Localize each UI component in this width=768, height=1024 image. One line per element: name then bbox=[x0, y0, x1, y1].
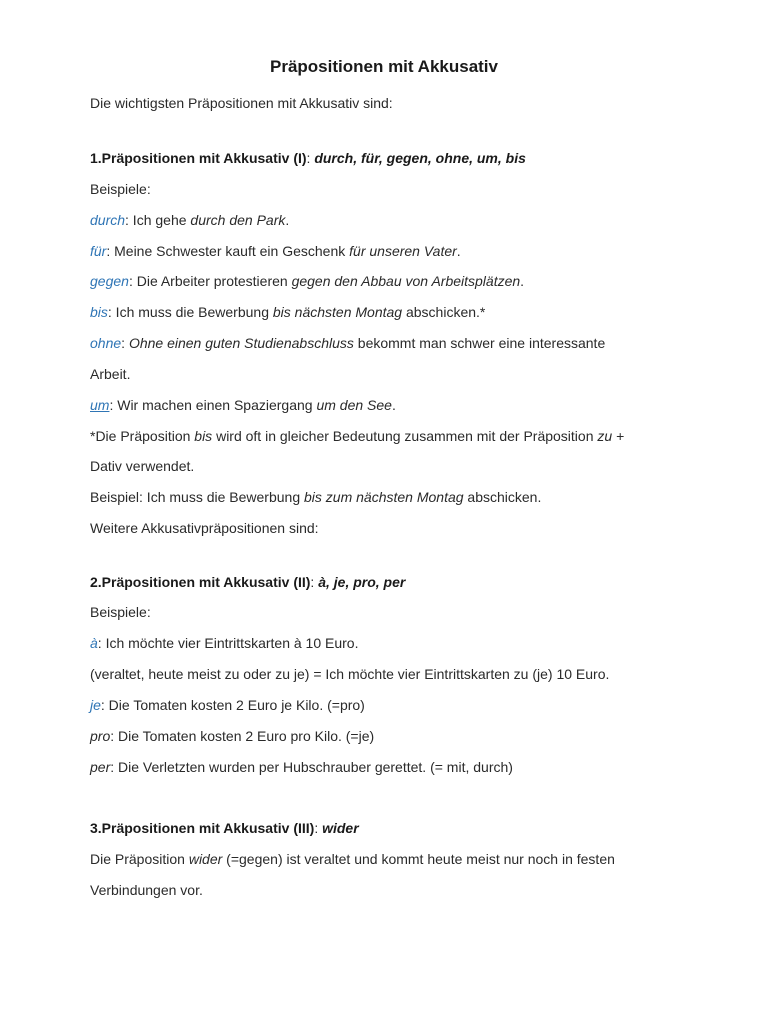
example-line bbox=[90, 633, 358, 653]
example-phrase: um den See bbox=[316, 397, 392, 413]
footnote-line bbox=[90, 426, 624, 446]
preposition-bis: bis bbox=[90, 304, 108, 320]
example-text: : Ich muss die Bewerbung bbox=[107, 304, 273, 320]
page-title: Präpositionen mit Akkusativ bbox=[270, 57, 498, 76]
preposition-je: je bbox=[90, 697, 101, 713]
example-continuation: Arbeit. bbox=[90, 366, 131, 382]
section3-heading-list: wider bbox=[322, 820, 359, 836]
preposition-a: à bbox=[90, 635, 98, 651]
example-text: : Ich möchte vier Eintrittskarten à 10 Euro. bbox=[97, 635, 359, 651]
footnote-example bbox=[90, 487, 541, 507]
footnote-continuation: Dativ verwendet. bbox=[90, 458, 195, 474]
example-text: : bbox=[121, 335, 129, 351]
example-phrase: bis nächsten Montag bbox=[272, 304, 403, 320]
footnote-text: wird oft in gleicher Bedeutung zusammen mit der Präposition bbox=[212, 428, 598, 444]
section2-heading-label: 2.Präpositionen mit Akkusativ (II) bbox=[90, 574, 311, 590]
section2-heading-colon: : bbox=[310, 574, 319, 590]
example-line bbox=[90, 395, 396, 415]
section3-text bbox=[90, 849, 615, 869]
preposition-gegen: gegen bbox=[90, 273, 129, 289]
section3-text-continuation: Verbindungen vor. bbox=[90, 882, 203, 898]
example-line bbox=[90, 695, 365, 715]
example-line bbox=[90, 726, 374, 746]
section1-heading-list: durch, für, gegen, ohne, um, bis bbox=[314, 150, 526, 166]
example-text: : Meine Schwester kauft ein Geschenk bbox=[106, 243, 350, 259]
preposition-per: per bbox=[90, 759, 111, 775]
example-line bbox=[90, 210, 289, 230]
example-line bbox=[90, 333, 605, 353]
preposition-durch: durch bbox=[90, 212, 126, 228]
example-text: : Die Arbeiter protestieren bbox=[128, 273, 292, 289]
preposition-fuer: für bbox=[90, 243, 107, 259]
example-line bbox=[90, 302, 485, 322]
section1-heading bbox=[90, 148, 526, 168]
example-text: : Ich gehe bbox=[125, 212, 191, 228]
section3-text-start: Die Präposition bbox=[90, 851, 189, 867]
section3-heading-colon: : bbox=[314, 820, 323, 836]
footnote-example-phrase: bis zum nächsten Montag bbox=[304, 489, 464, 505]
further-prepositions-text: Weitere Akkusativpräpositionen sind: bbox=[90, 520, 319, 536]
section2-heading bbox=[90, 572, 405, 592]
example-phrase: für unseren Vater bbox=[349, 243, 457, 259]
example-line bbox=[90, 757, 513, 777]
footnote-text: *Die Präposition bbox=[90, 428, 195, 444]
footnote-italic-bis: bis bbox=[194, 428, 213, 444]
preposition-pro: pro bbox=[90, 728, 111, 744]
example-text-end: . bbox=[285, 212, 290, 228]
footnote-example-text: Beispiel: Ich muss die Bewerbung bbox=[90, 489, 304, 505]
section2-examples-label: Beispiele: bbox=[90, 604, 151, 620]
section1-heading-label: 1.Präpositionen mit Akkusativ (I) bbox=[90, 150, 307, 166]
preposition-um: um bbox=[90, 397, 110, 413]
example-line bbox=[90, 241, 461, 261]
intro-text: Die wichtigsten Präpositionen mit Akkusativ sind: bbox=[90, 95, 393, 111]
example-text-end: . bbox=[456, 243, 461, 259]
section3-heading bbox=[90, 818, 359, 838]
example-line bbox=[90, 271, 524, 291]
footnote-text: + bbox=[612, 428, 625, 444]
example-text: : Die Tomaten kosten 2 Euro pro Kilo. (=je) bbox=[110, 728, 375, 744]
example-text-end: . bbox=[520, 273, 525, 289]
example-text-end: bekommt man schwer eine interessante bbox=[353, 335, 606, 351]
preposition-ohne: ohne bbox=[90, 335, 122, 351]
section1-examples-label: Beispiele: bbox=[90, 181, 151, 197]
section1-heading-colon: : bbox=[306, 150, 315, 166]
example-note: (veraltet, heute meist zu oder zu je) = Ich möchte vier Eintrittskarten zu (je) 10 Euro. bbox=[90, 666, 610, 682]
example-text-end: abschicken.* bbox=[402, 304, 486, 320]
example-text: : Wir machen einen Spaziergang bbox=[109, 397, 317, 413]
section3-heading-label: 3.Präpositionen mit Akkusativ (III) bbox=[90, 820, 315, 836]
example-phrase: durch den Park bbox=[190, 212, 286, 228]
footnote-italic-zu: zu bbox=[597, 428, 613, 444]
example-phrase: gegen den Abbau von Arbeitsplätzen bbox=[291, 273, 521, 289]
section3-text-end: (=gegen) ist veraltet und kommt heute meist nur noch in festen bbox=[222, 851, 615, 867]
example-text: : Die Tomaten kosten 2 Euro je Kilo. (=pro) bbox=[100, 697, 365, 713]
footnote-example-text-end: abschicken. bbox=[463, 489, 542, 505]
section2-heading-list: à, je, pro, per bbox=[318, 574, 406, 590]
section3-italic-wider: wider bbox=[188, 851, 223, 867]
example-text: : Die Verletzten wurden per Hubschrauber gerettet. (= mit, durch) bbox=[110, 759, 513, 775]
example-phrase: Ohne einen guten Studienabschluss bbox=[128, 335, 354, 351]
example-text-end: . bbox=[391, 397, 396, 413]
